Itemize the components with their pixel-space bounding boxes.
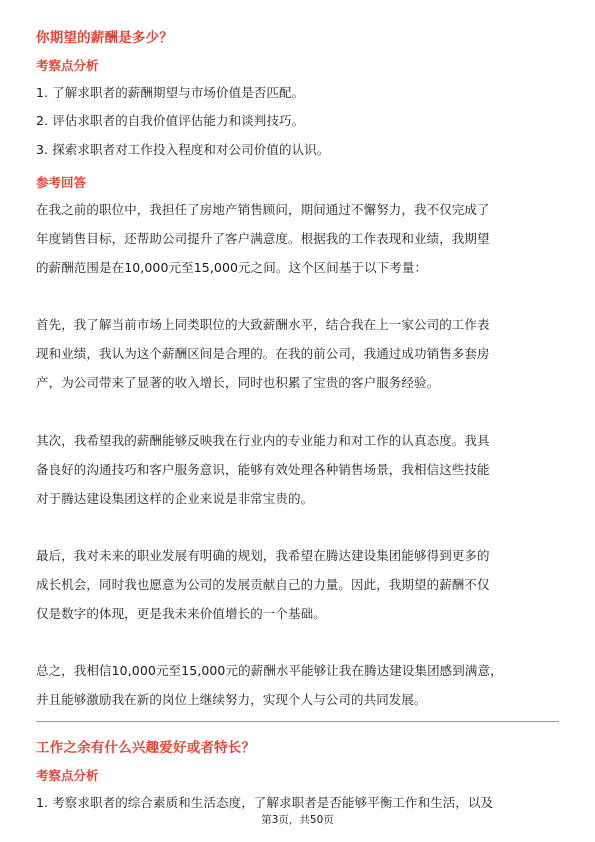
page-number: 第3页，共50页 [261, 814, 334, 826]
answer-line: 年度销售目标，还帮助公司提升了客户满意度。根据我的工作表现和业绩，我期望 [36, 231, 490, 246]
answer-line: 并且能够激励我在新的岗位上继续努力，实现个人与公司的共同发展。 [36, 692, 427, 707]
question-title: 工作之余有什么兴趣爱好或者特长？ [36, 740, 256, 756]
answer-line: 总之，我相信10,000元至15,000元的薪酬水平能够让我在腾达建设集团感到满意， [36, 663, 503, 678]
section-divider [36, 721, 559, 722]
answer-heading: 参考回答 [36, 175, 87, 190]
answer-line: 在我之前的职位中，我担任了房地产销售顾问，期间通过不懈努力，我不仅完成了 [36, 202, 490, 217]
analysis-heading: 考察点分析 [36, 768, 99, 783]
answer-line: 成长机会，同时我也愿意为公司的发展贡献自己的力量。因此，我期望的薪酬不仅 [36, 577, 490, 592]
analysis-item: 1. 了解求职者的薪酬期望与市场价值是否匹配。 [36, 85, 305, 100]
answer-line: 其次，我希望我的薪酬能够反映我在行业内的专业能力和对工作的认真态度。我具 [36, 433, 490, 448]
answer-line: 备良好的沟通技巧和客户服务意识，能够有效处理各种销售场景，我相信这些技能 [36, 462, 490, 477]
analysis-heading: 考察点分析 [36, 58, 99, 73]
analysis-item: 3. 探索求职者对工作投入程度和对公司价值的认识。 [36, 142, 330, 157]
answer-line: 仅是数字的体现，更是我未来价值增长的一个基础。 [36, 606, 326, 621]
analysis-item: 2. 评估求职者的自我价值评估能力和谈判技巧。 [36, 113, 305, 128]
answer-line: 首先，我了解当前市场上同类职位的大致薪酬水平，结合我在上一家公司的工作表 [36, 317, 490, 332]
answer-line: 产，为公司带来了显著的收入增长，同时也积累了宝贵的客户服务经验。 [36, 375, 440, 390]
answer-line: 最后，我对未来的职业发展有明确的规划，我希望在腾达建设集团能够得到更多的 [36, 548, 490, 563]
answer-line: 对于腾达建设集团这样的企业来说是非常宝贵的。 [36, 491, 314, 506]
analysis-item: 1. 考察求职者的综合素质和生活态度，了解求职者是否能够平衡工作和生活，以及 [36, 795, 494, 810]
answer-line: 的薪酬范围是在10,000元至15,000元之间。这个区间基于以下考量： [36, 260, 428, 275]
answer-line: 现和业绩，我认为这个薪酬区间是合理的。在我的前公司，我通过成功销售多套房 [36, 346, 490, 361]
question-title: 你期望的薪酬是多少？ [36, 30, 173, 46]
